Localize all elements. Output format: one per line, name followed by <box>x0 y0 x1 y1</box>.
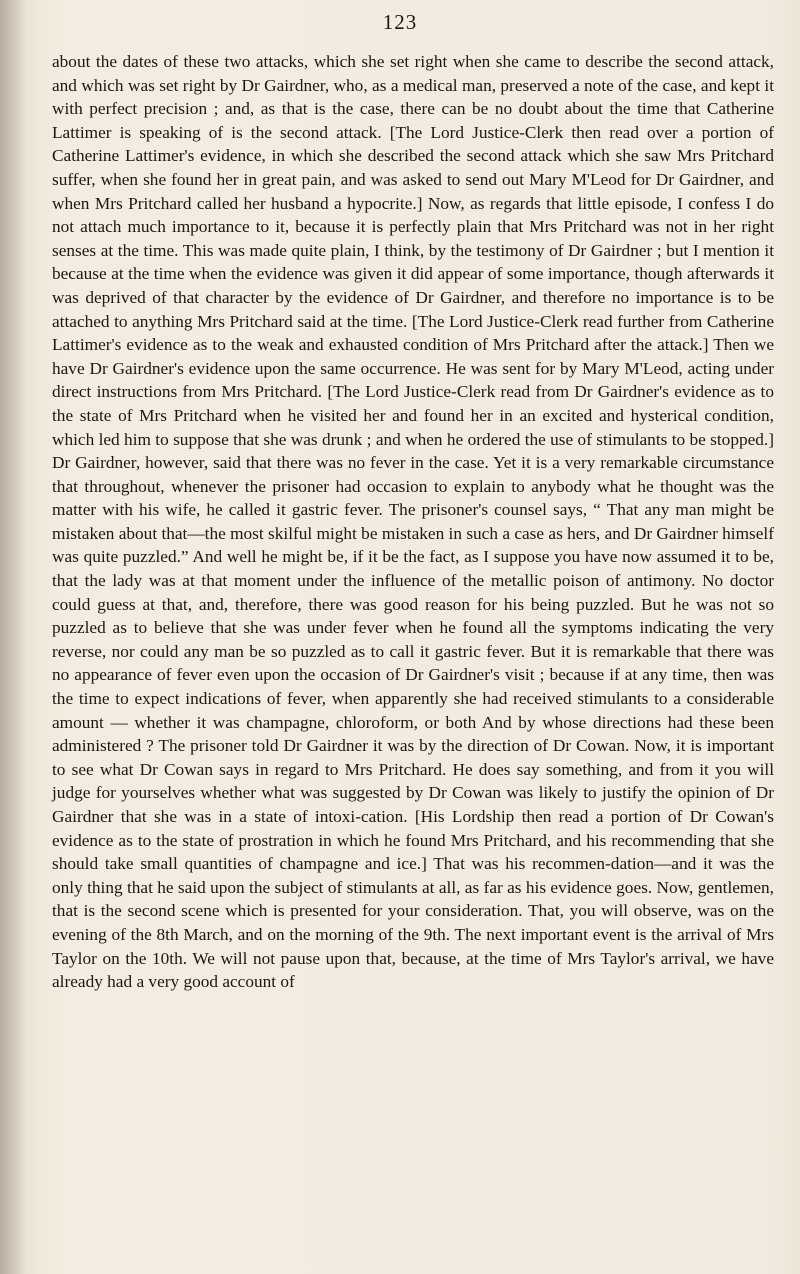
paragraph: about the dates of these two attacks, which she set right when she came to describe the second attack, and which was set right by Dr Gairdner, who, as a medical man, preserved a note of the case, and kept it with perfect precision ; and, as that is the case, there can be no doubt about the time that Catherine Lattimer is speaking of is the second attack. [The Lord Justice-Clerk then read over a portion of Catherine Lattimer's evidence, in which she described the second attack which she saw Mrs Pritchard suffer, when she found her in great pain, and was asked to send out Mary M'Leod for Dr Gairdner, and when Mrs Pritchard called her husband a hypocrite.] Now, as regards that little episode, I confess I do not attach much importance to it, because it is perfectly plain that Mrs Pritchard was not in her right senses at the time. This was made quite plain, I think, by the testimony of Dr Gairdner ; but I mention it because at the time when the evidence was given it did appear of some importance, though afterwards it was deprived of that character by the evidence of Dr Gairdner, and therefore no importance is to be attached to anything Mrs Pritchard said at the time. [The Lord Justice-Clerk read further from Catherine Lattimer's evidence as to the weak and exhausted condition of Mrs Pritchard after the attack.] Then we have Dr Gairdner's evidence upon the same occurrence. He was sent for by Mary M'Leod, acting under direct instructions from Mrs Pritchard. [The Lord Justice-Clerk read from Dr Gairdner's evidence as to the state of Mrs Pritchard when he visited her and found her in an excited and hysterical condition, which led him to suppose that she was drunk ; and when he ordered the use of stimulants to be stopped.] Dr Gairdner, however, said that there was no fever in the case. Yet it is a very remarkable circumstance that throughout, whenever the prisoner had occasion to explain to anybody what he thought was the matter with his wife, he called it gastric fever. The prisoner's counsel says, “ That any man might be mistaken about that—the most skilful might be mistaken in such a case as hers, and Dr Gairdner himself was quite puzzled.” And well he might be, if it be the fact, as I suppose you have now assumed it to be, that the lady was at that moment under the influence of the metallic poison of antimony. No doctor could guess at that, and, therefore, there was good reason for his being puzzled. But he was not so puzzled as to believe that she was under fever when he found all the symptoms indicating the very reverse, nor could any man be so puzzled as to call it gastric fever. But it is remarkable that there was no appearance of fever even upon the occasion of Dr Gairdner's visit ; because if at any time, then was the time to expect indications of fever, when apparently she had received stimulants to a considerable amount — whether it was champagne, chloroform, or both And by whose directions had these been administered ? The prisoner told Dr Gairdner it was by the direction of Dr Cowan. Now, it is important to see what Dr Cowan says in regard to Mrs Pritchard. He does say something, and from it you will judge for yourselves whether what was suggested by Dr Cowan was likely to justify the opinion of Dr Gairdner that she was in a state of intoxi-cation. [His Lordship then read a portion of Dr Cowan's evidence as to the state of prostration in which he found Mrs Pritchard, and his recommending that she should take small quantities of champagne and ice.] That was his recommen-dation—and it was the only thing that he said upon the subject of stimulants at all, as far as his evidence goes. Now, gentlemen, that is the second scene which is presented for your consideration. That, you will observe, was on the evening of the 8th March, and on the morning of the 9th. The next important event is the arrival of Mrs Taylor on the 10th. We will not pause upon that, because, at the time of Mrs Taylor's arrival, we have already had a very good account of <box>52 52 774 992</box>
page-number: 123 <box>382 10 418 34</box>
body-text <box>52 50 774 994</box>
binding-shadow <box>0 0 26 1274</box>
